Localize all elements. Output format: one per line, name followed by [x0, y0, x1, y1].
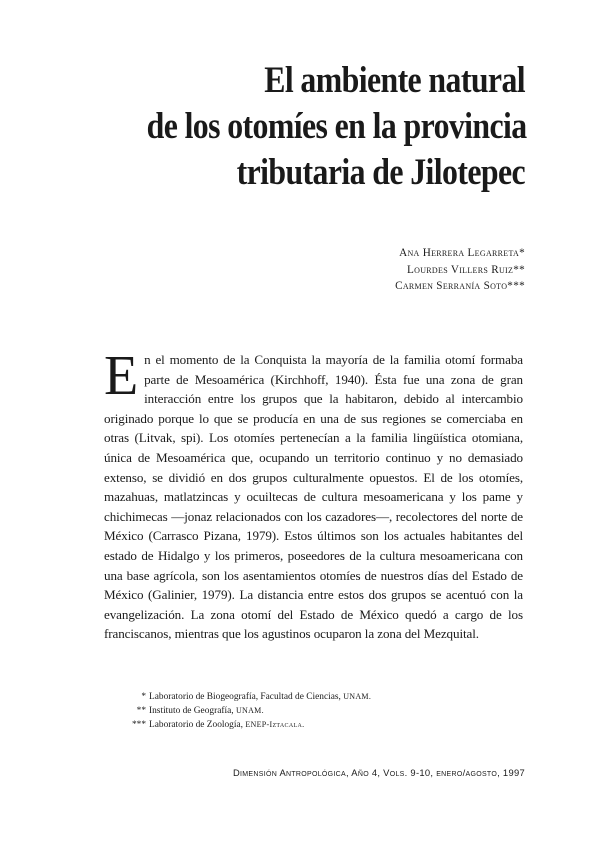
- footnote-mark: **: [136, 706, 146, 717]
- footnote-text: Instituto de Geografía,: [149, 706, 234, 717]
- body-text: n el momento de la Conquista la mayoría de la familia otomí formaba parte de Mesoamérica (Kirchhoff, 1940). Ésta fue una zona de gran interacción entre los grupos que la habitaron, debido al intercambio originado porque lo que se producía en una de sus regiones se comerciaba en otras (Litvak, spi). Los otomíes pertenecían a la familia lingüística otomiana, única de Mesoamérica que, ocupando un territorio continuo y no demasiado extenso, se dividió en dos grupos culturalmente opuestos. El de los otomíes, mazahuas, matlatzincas y ocuiltecas de cultura mesoamericana y los pame y chichimecas —jonaz relacionados con los cazadores—, recolectores del norte de México (Carrasco Pizana, 1979). Estos últimos son los actuales habitantes del estado de Hidalgo y los primeros, poseedores de la cultura mesoamericana con una base agrícola, son los asentamientos otomíes de nuestros días del Estado de México (Galinier, 1979). La distancia entre estos dos grupos se acentuó con la evangelización. La zona otomí del Estado de México quedó a cargo de los franciscanos, mientras que los agustinos ocuparon la zona del Mezquital.: [104, 352, 523, 642]
- author-1: Ana Herrera Legarreta*: [399, 247, 525, 259]
- author-list: [395, 245, 525, 295]
- article-title: [85, 58, 525, 196]
- footnote-mark: *: [141, 692, 146, 702]
- footnote-text: Laboratorio de Zoología,: [149, 720, 243, 731]
- footnote-abbr: ENEP-Iztacala.: [245, 720, 305, 730]
- footnote-text: Laboratorio de Biogeografía, Facultad de Ciencias,: [149, 692, 341, 702]
- footnote-abbr: UNAM.: [235, 706, 264, 716]
- title-line-2: de los otomíes en la provincia: [146, 106, 527, 147]
- title-line-3: tributaria de Jilotepec: [236, 152, 525, 193]
- author-3: Carmen Serranía Soto***: [395, 280, 525, 292]
- title-line-1: El ambiente natural: [264, 60, 525, 101]
- footnotes: [130, 690, 371, 733]
- footnote-1: [130, 690, 371, 704]
- footnote-2: [130, 704, 371, 718]
- body-paragraph: [104, 345, 523, 644]
- footnote-3: [130, 718, 371, 732]
- footnote-mark: ***: [131, 720, 146, 731]
- drop-cap: E: [104, 345, 139, 407]
- footnote-abbr: UNAM.: [343, 692, 372, 701]
- journal-citation: Dimensión Antropológica, Año 4, Vols. 9-10, enero/agosto, 1997: [232, 767, 525, 778]
- author-2: Lourdes Villers Ruiz**: [407, 263, 525, 276]
